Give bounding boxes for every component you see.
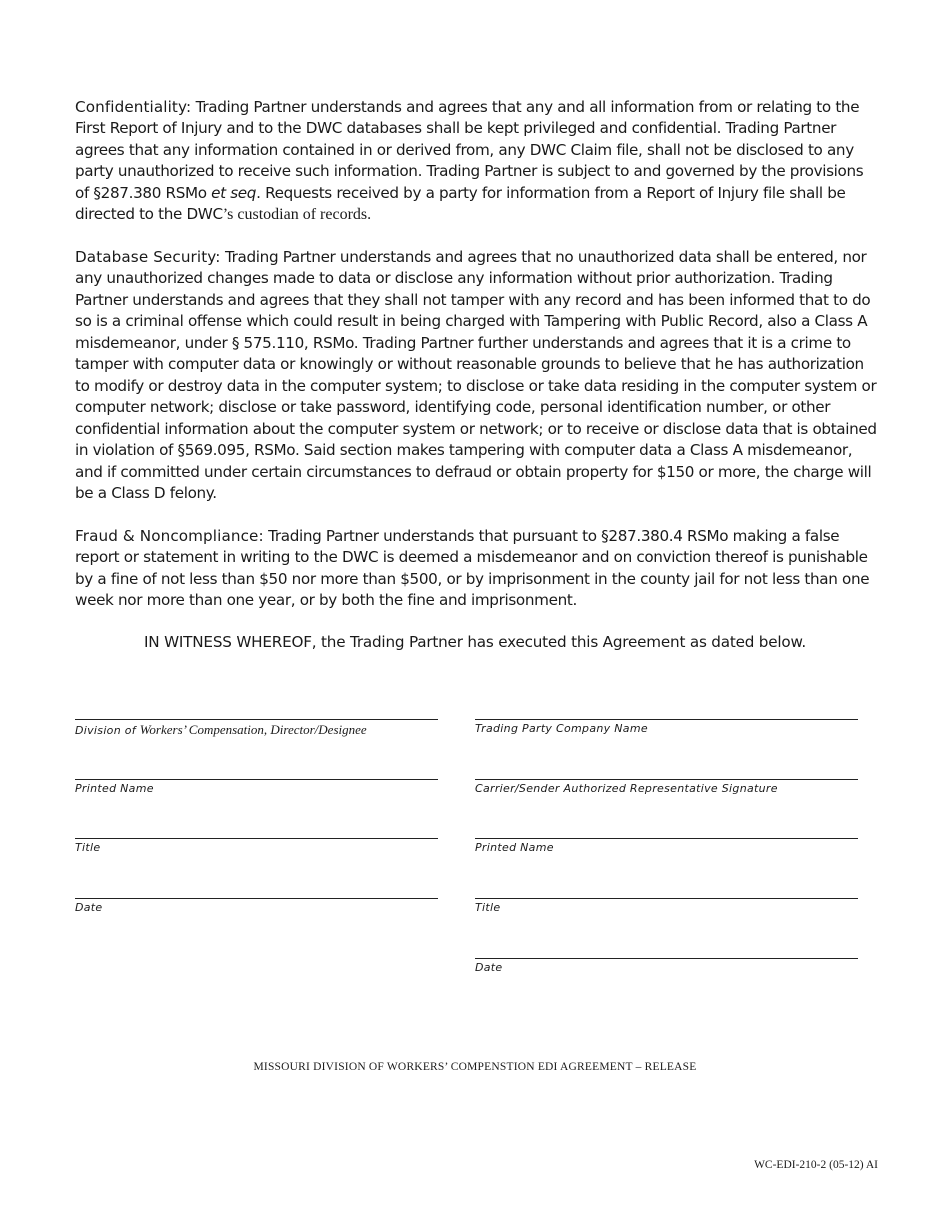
representative-signature-label: Carrier/Sender Authorized Representative Signature <box>475 782 778 795</box>
database-security-heading: Database Security: <box>75 248 221 266</box>
left-printed-name-label: Printed Name <box>75 782 154 795</box>
database-security-text: Trading Partner understands and agrees that no unauthorized data shall be entered, nor any unauthorized changes made to data or disclose any information without prior authorization. Trading Partner understands and agrees that they shall not tamper with any record and has been informed that to do so is a criminal offense which could result in being charged with Tampering with Public Record, also a Class A misdemeanor, under § 575.110, RSMo. Trading Partner further understands and agrees that it is a crime to tamper with computer data or knowingly or without reasonable grounds to believe that he has authorization to modify or destroy data in the computer system; to disclose or take data residing in the computer system or computer network; disclose or take password, identifying code, personal identification number, or other confidential information about the computer system or network; or to receive or disclose data that is obtained in violation of §569.095, RSMo. Said section makes tampering with computer data a Class A misdemeanor, and if committed under certain circumstances to defraud or obtain property for $150 or more, the charge will be a Class D felony. <box>75 248 877 502</box>
right-printed-name-label: Printed Name <box>475 841 554 854</box>
representative-signature-line[interactable] <box>475 779 858 795</box>
right-title-label: Title <box>475 901 501 914</box>
witness-statement: IN WITNESS WHEREOF, the Trading Partner has executed this Agreement as dated below. <box>144 633 806 651</box>
right-date-line[interactable] <box>475 958 858 974</box>
left-printed-name-line[interactable] <box>75 779 438 795</box>
left-date-line[interactable] <box>75 898 438 914</box>
left-date-label: Date <box>75 901 103 914</box>
left-title-label: Title <box>75 841 101 854</box>
confidentiality-emphasis: et seq <box>211 183 257 202</box>
right-title-line[interactable] <box>475 898 858 914</box>
confidentiality-text-2: . Requests received by a party for information from a Report of Injury file shall be directed to the DWC <box>75 183 846 224</box>
division-director-signature-line[interactable] <box>75 719 438 738</box>
company-name-line[interactable] <box>475 719 858 735</box>
right-date-label: Date <box>475 961 503 974</box>
confidentiality-heading: Confidentiality: <box>75 98 192 116</box>
division-label-prefix: Division of <box>75 724 140 737</box>
confidentiality-section <box>75 97 880 226</box>
fraud-text: Trading Partner understands that pursuant to §287.380.4 RSMo making a false report or statement in writing to the DWC is deemed a misdemeanor and on conviction thereof is punishable by a fine of not less than $50 nor more than $500, or by imprisonment in the county jail for not less than one week nor more than one year, or by both the fine and imprisonment. <box>75 527 870 610</box>
confidentiality-text: Trading Partner understands and agrees that any and all information from or relating to the First Report of Injury and to the DWC databases shall be kept privileged and confidential. Trading Partner agrees that any information contained in or derived from, any DWC Claim file, shall not be disclosed to any party unauthorized to receive such information. Trading Partner is subject to and governed by the provisions of §287.380 RSMo <box>75 98 864 202</box>
database-security-section <box>75 247 880 504</box>
company-name-label: Trading Party Company Name <box>475 722 648 735</box>
fraud-heading: Fraud & Noncompliance: <box>75 527 264 545</box>
form-code: WC-EDI-210-2 (05-12) AI <box>754 1159 878 1171</box>
division-label-rest: Workers’ Compensation, Director/Designee <box>139 722 367 737</box>
footer-title: MISSOURI DIVISION OF WORKERS’ COMPENSTION EDI AGREEMENT – RELEASE <box>253 1061 697 1073</box>
left-title-line[interactable] <box>75 838 438 854</box>
confidentiality-text-3: ’s custodian of records. <box>222 206 372 224</box>
fraud-section <box>75 526 880 612</box>
right-printed-name-line[interactable] <box>475 838 858 854</box>
